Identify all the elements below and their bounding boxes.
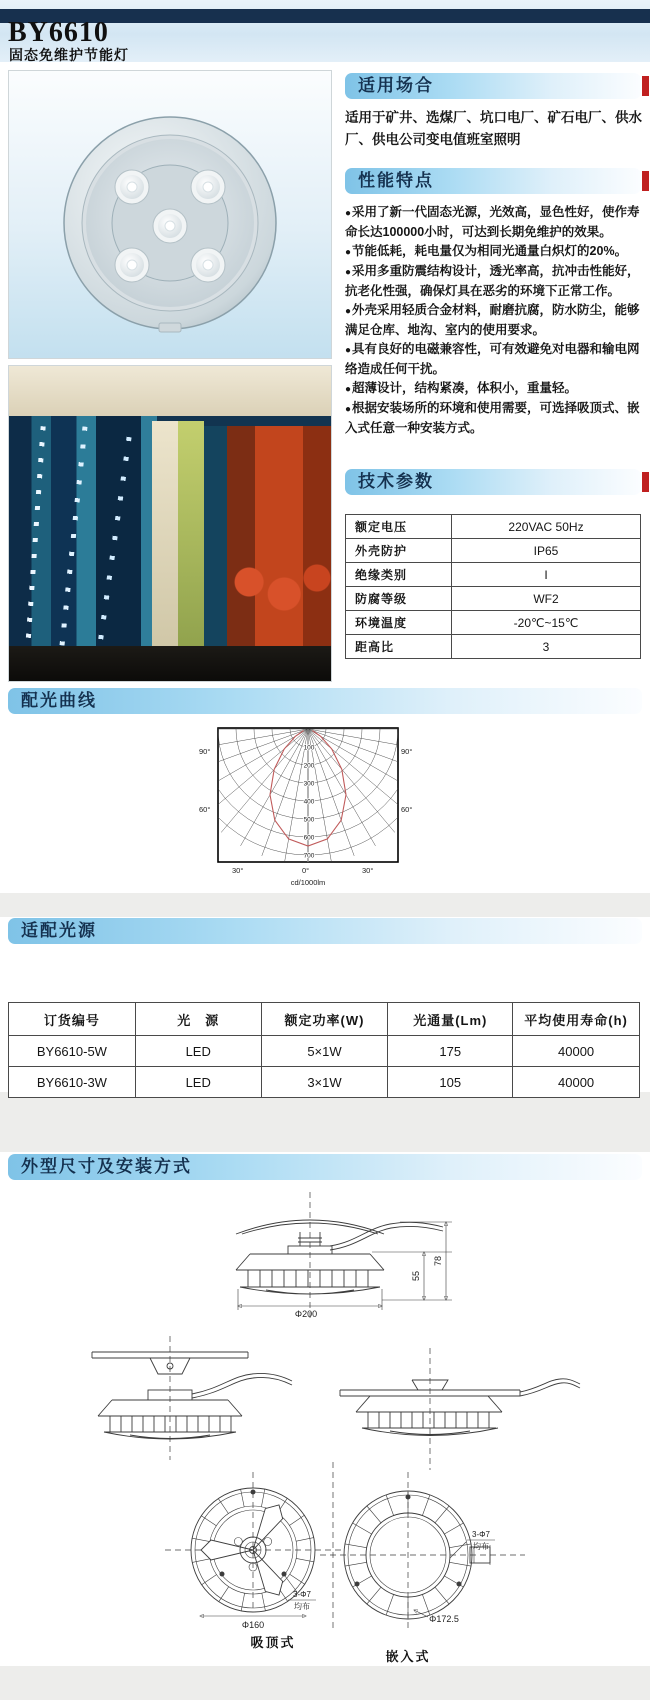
svg-text:700: 700 xyxy=(303,852,315,860)
param-label: 防腐等级 xyxy=(346,587,452,611)
cell-flux: 175 xyxy=(388,1036,513,1067)
dim-holes-note-right: 均布 xyxy=(473,1542,489,1551)
column-header: 额定功率(W) xyxy=(261,1003,388,1036)
polar-grid xyxy=(190,715,420,864)
photo-chairs xyxy=(214,546,331,626)
feature-item: ● 根据安装场所的环境和使用需要，可选择吸顶式、嵌入式任意一种安装方式。 xyxy=(345,399,646,438)
svg-text:300: 300 xyxy=(303,780,315,788)
table-row xyxy=(346,611,641,635)
ring-labels xyxy=(304,745,315,860)
cell-source: LED xyxy=(135,1067,261,1098)
product-model-title: BY6610 xyxy=(8,17,109,48)
cell-order-code: BY6610-5W xyxy=(9,1036,136,1067)
table-row xyxy=(346,515,641,539)
caption-recessed-mount: 嵌入式 xyxy=(385,1649,431,1664)
photo-ceiling xyxy=(9,366,331,421)
dim-total-height: 78 xyxy=(433,1255,443,1267)
angle-label: 90° xyxy=(199,747,211,756)
table-row xyxy=(9,1067,640,1098)
feature-item: ● 节能低耗，耗电量仅为相同光通量白炽灯的20%。 xyxy=(345,242,646,262)
section-header-light-source: 适配光源 xyxy=(8,918,642,944)
section-header-dimensions: 外型尺寸及安装方式 xyxy=(8,1154,642,1180)
dimension-drawings xyxy=(0,1185,650,1670)
product-photo xyxy=(8,70,332,359)
cell-flux: 105 xyxy=(388,1067,513,1098)
dim-holes-left: 3-Φ7 xyxy=(293,1590,311,1599)
angle-label: 30° xyxy=(232,866,244,875)
application-photo xyxy=(8,365,332,682)
separator xyxy=(0,893,650,917)
photo-floor xyxy=(9,646,331,681)
column-header: 平均使用寿命(h) xyxy=(513,1003,640,1036)
angle-label: 60° xyxy=(199,805,211,814)
side-view-drawing xyxy=(236,1192,452,1319)
table-row xyxy=(9,1036,640,1067)
feature-item: ● 外壳采用轻质合金材料，耐磨抗腐，防水防尘，能够满足仓库、地沟、室内的使用要求。 xyxy=(345,301,646,340)
cable xyxy=(520,1379,580,1396)
feature-item: ● 超薄设计，结构紧凑，体积小，重量轻。 xyxy=(345,379,646,399)
angle-label: 0° xyxy=(302,866,310,875)
svg-text:600: 600 xyxy=(303,834,315,842)
product-name-subtitle: 固态免维护节能灯 xyxy=(9,47,129,63)
svg-text:200: 200 xyxy=(303,762,315,770)
table-header-row xyxy=(9,1003,640,1036)
param-label: 环境温度 xyxy=(346,611,452,635)
param-value: I xyxy=(452,563,641,587)
cell-life: 40000 xyxy=(513,1036,640,1067)
dim-holes-note-left: 均布 xyxy=(294,1602,310,1611)
lamp-illustration xyxy=(9,71,331,358)
param-value: 220VAC 50Hz xyxy=(452,515,641,539)
photo-pillar-green xyxy=(178,421,204,656)
cell-order-code: BY6610-3W xyxy=(9,1067,136,1098)
cell-source: LED xyxy=(135,1036,261,1067)
surface-mount-bottom-view xyxy=(165,1472,345,1630)
svg-text:400: 400 xyxy=(303,798,315,806)
param-value: 3 xyxy=(452,635,641,659)
param-label: 绝缘类别 xyxy=(346,563,452,587)
cell-power: 3×1W xyxy=(261,1067,388,1098)
angle-label: 60° xyxy=(401,805,413,814)
cell-life: 40000 xyxy=(513,1067,640,1098)
table-row xyxy=(346,635,641,659)
cable xyxy=(192,1373,292,1398)
section-header-features: 性能特点 xyxy=(345,168,641,194)
tech-params-table xyxy=(345,514,641,659)
red-accent xyxy=(642,472,649,492)
separator xyxy=(0,1092,650,1152)
svg-text:500: 500 xyxy=(303,816,315,824)
table-row xyxy=(346,587,641,611)
param-value: IP65 xyxy=(452,539,641,563)
param-label: 外壳防护 xyxy=(346,539,452,563)
param-value: WF2 xyxy=(452,587,641,611)
chart-units-caption: cd/1000lm xyxy=(290,878,326,887)
light-source-table xyxy=(8,1002,640,1098)
section-header-applications: 适用场合 xyxy=(345,73,641,99)
red-accent xyxy=(642,76,649,96)
section-header-tech-params: 技术参数 xyxy=(345,469,641,495)
recessed-mount-bottom-view xyxy=(320,1472,525,1630)
applications-body: 适用于矿井、选煤厂、坑口电厂、矿石电厂、供水厂、供电公司变电值班室照明 xyxy=(345,110,642,147)
svg-text:100: 100 xyxy=(303,744,315,752)
column-header: 光通量(Lm) xyxy=(388,1003,513,1036)
column-header: 订货编号 xyxy=(9,1003,136,1036)
cell-power: 5×1W xyxy=(261,1036,388,1067)
dim-bolt-circle: Φ160 xyxy=(241,1620,265,1630)
param-value: -20℃~15℃ xyxy=(452,611,641,635)
separator xyxy=(0,1666,650,1700)
feature-item: ● 采用多重防震结构设计，透光率高，抗冲击性能好，抗老化性强，确保灯具在恶劣的环境下正常工作。 xyxy=(345,262,646,301)
table-row xyxy=(346,539,641,563)
recessed-mount-side-view xyxy=(340,1348,580,1470)
features-list xyxy=(345,203,646,438)
caption-surface-mount: 吸顶式 xyxy=(250,1635,296,1650)
surface-mount-side-view xyxy=(92,1336,292,1460)
photo-pillar-light xyxy=(152,421,178,656)
param-label: 距高比 xyxy=(346,635,452,659)
feature-item: ● 具有良好的电磁兼容性，可有效避免对电器和输电网络造成任何干扰。 xyxy=(345,340,646,379)
red-accent xyxy=(642,171,649,191)
dim-holes-right: 3-Φ7 xyxy=(472,1530,490,1539)
section-header-distribution: 配光曲线 xyxy=(8,688,642,714)
light-distribution-chart xyxy=(190,715,420,890)
dim-body-height: 55 xyxy=(411,1270,421,1282)
angle-label: 90° xyxy=(401,747,413,756)
feature-item: ● 采用了新一代固态光源，光效高，显色性好，使作寿命长达100000小时，可达到长期免维护的效果。 xyxy=(345,203,646,242)
table-row xyxy=(346,563,641,587)
angle-label: 30° xyxy=(362,866,374,875)
dim-cutout: Φ172.5 xyxy=(429,1614,459,1624)
column-header: 光 源 xyxy=(135,1003,261,1036)
dim-diameter: Φ200 xyxy=(294,1309,318,1319)
param-label: 额定电压 xyxy=(346,515,452,539)
